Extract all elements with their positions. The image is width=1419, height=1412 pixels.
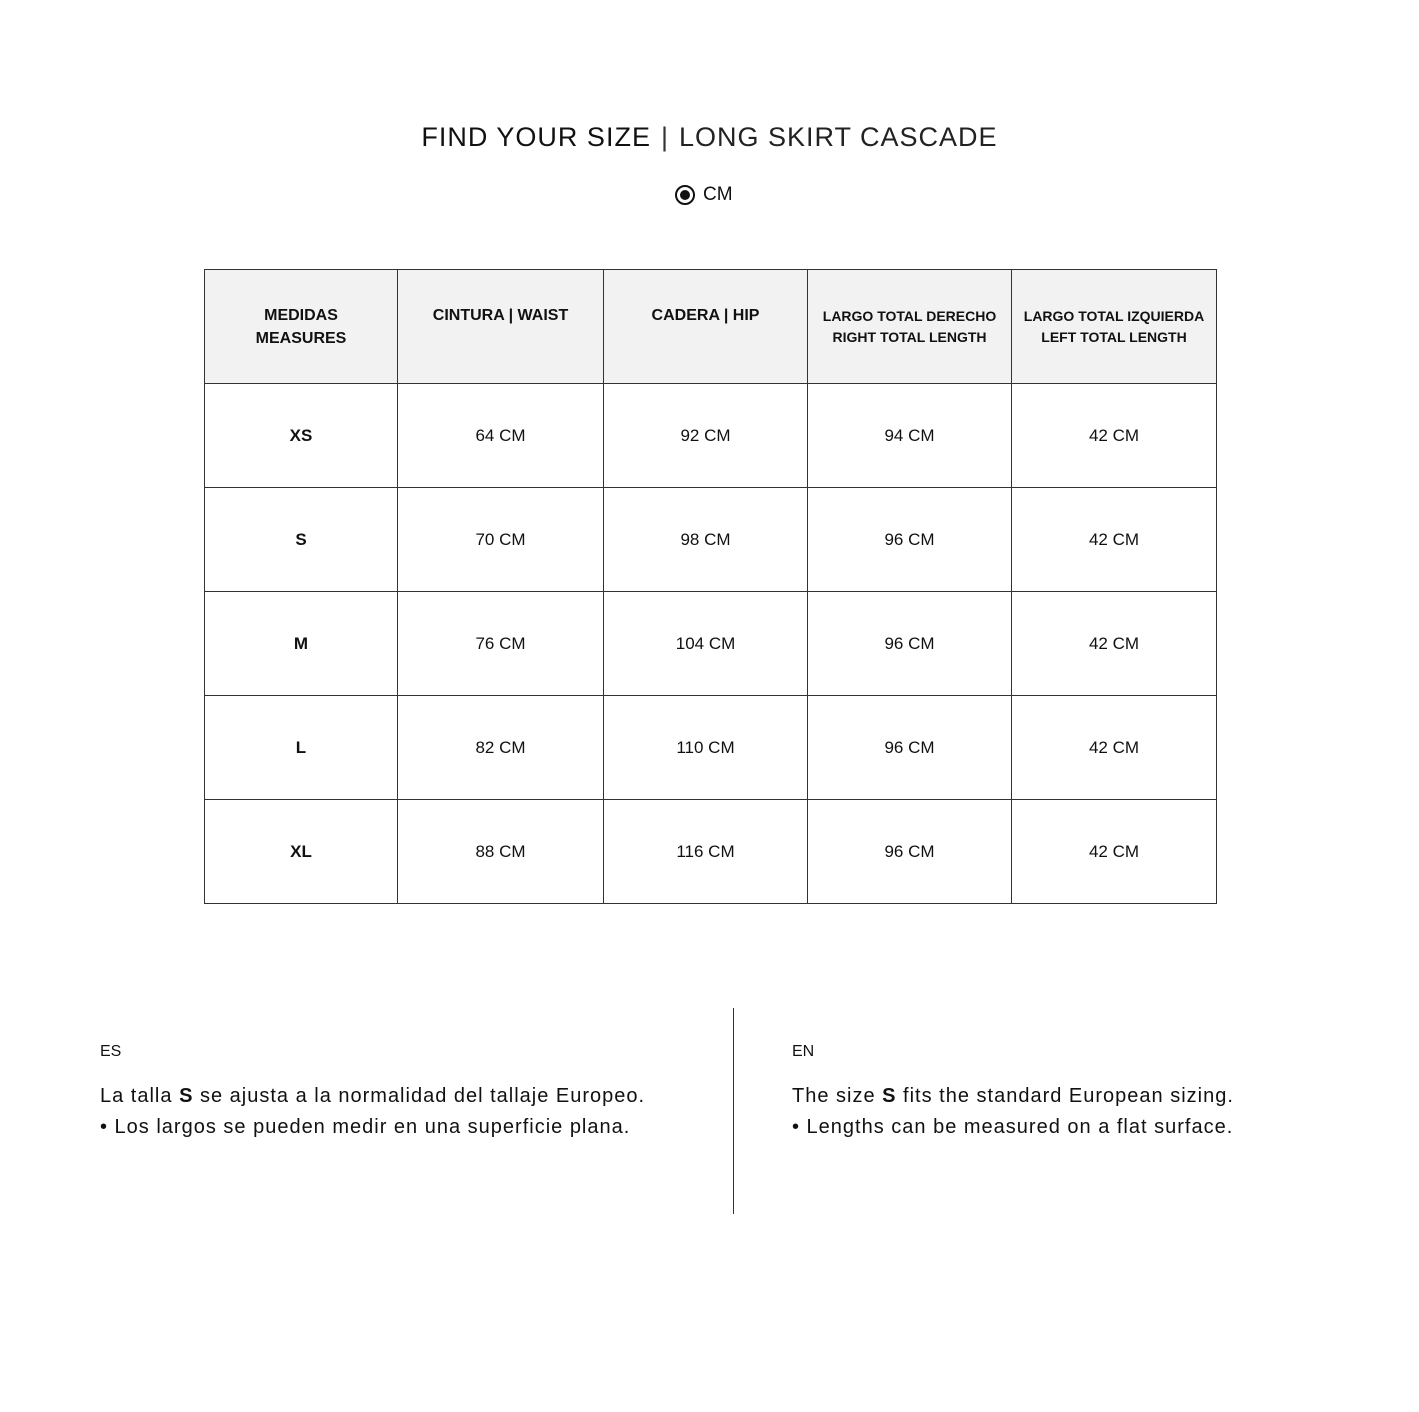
right-length-cell: 96 CM bbox=[808, 592, 1012, 696]
right-length-cell: 96 CM bbox=[808, 488, 1012, 592]
table-row bbox=[205, 696, 1217, 800]
table-row bbox=[205, 592, 1217, 696]
title-separator: | bbox=[660, 122, 669, 152]
column-header-left-length: LARGO TOTAL IZQUIERDA LEFT TOTAL LENGTH bbox=[1012, 270, 1217, 384]
waist-cell: 88 CM bbox=[398, 800, 604, 904]
waist-cell: 70 CM bbox=[398, 488, 604, 592]
hip-cell: 116 CM bbox=[604, 800, 808, 904]
note-line: • Los largos se pueden medir en una superficie plana. bbox=[100, 1116, 631, 1138]
note-line: La talla S se ajusta a la normalidad del tallaje Europeo. bbox=[100, 1085, 646, 1107]
left-length-cell: 42 CM bbox=[1012, 800, 1217, 904]
waist-cell: 76 CM bbox=[398, 592, 604, 696]
right-length-cell: 94 CM bbox=[808, 384, 1012, 488]
note-line: The size S fits the standard European sizing. bbox=[792, 1085, 1234, 1107]
hip-cell: 110 CM bbox=[604, 696, 808, 800]
table-row bbox=[205, 800, 1217, 904]
notes-divider bbox=[733, 1008, 734, 1214]
notes-section bbox=[0, 1008, 1419, 1214]
note-english bbox=[792, 1036, 1234, 1143]
right-length-cell: 96 CM bbox=[808, 800, 1012, 904]
size-table bbox=[204, 269, 1217, 904]
note-line: • Lengths can be measured on a flat surface. bbox=[792, 1116, 1234, 1138]
table-row bbox=[205, 384, 1217, 488]
note-spanish bbox=[100, 1036, 645, 1143]
hip-cell: 92 CM bbox=[604, 384, 808, 488]
column-header-waist: CINTURA | WAIST bbox=[398, 270, 604, 384]
waist-cell: 82 CM bbox=[398, 696, 604, 800]
size-cell: XL bbox=[205, 800, 398, 904]
left-length-cell: 42 CM bbox=[1012, 592, 1217, 696]
note-language-label: EN bbox=[792, 1043, 815, 1060]
radio-selected-icon[interactable] bbox=[675, 185, 695, 205]
note-language-label: ES bbox=[100, 1043, 122, 1060]
left-length-cell: 42 CM bbox=[1012, 384, 1217, 488]
size-cell: XS bbox=[205, 384, 398, 488]
size-cell: M bbox=[205, 592, 398, 696]
size-cell: S bbox=[205, 488, 398, 592]
table-header-row bbox=[205, 270, 1217, 384]
product-name: LONG SKIRT CASCADE bbox=[678, 122, 998, 152]
left-length-cell: 42 CM bbox=[1012, 696, 1217, 800]
size-cell: L bbox=[205, 696, 398, 800]
column-header-measures: MEDIDAS MEASURES bbox=[205, 270, 398, 384]
table-row bbox=[205, 488, 1217, 592]
right-length-cell: 96 CM bbox=[808, 696, 1012, 800]
unit-label: CM bbox=[703, 184, 733, 205]
page-title bbox=[0, 122, 1419, 153]
left-length-cell: 42 CM bbox=[1012, 488, 1217, 592]
hip-cell: 98 CM bbox=[604, 488, 808, 592]
hip-cell: 104 CM bbox=[604, 592, 808, 696]
unit-option-cm[interactable] bbox=[675, 182, 733, 208]
waist-cell: 64 CM bbox=[398, 384, 604, 488]
column-header-hip: CADERA | HIP bbox=[604, 270, 808, 384]
title-main: FIND YOUR SIZE bbox=[421, 122, 651, 152]
column-header-right-length: LARGO TOTAL DERECHO RIGHT TOTAL LENGTH bbox=[808, 270, 1012, 384]
